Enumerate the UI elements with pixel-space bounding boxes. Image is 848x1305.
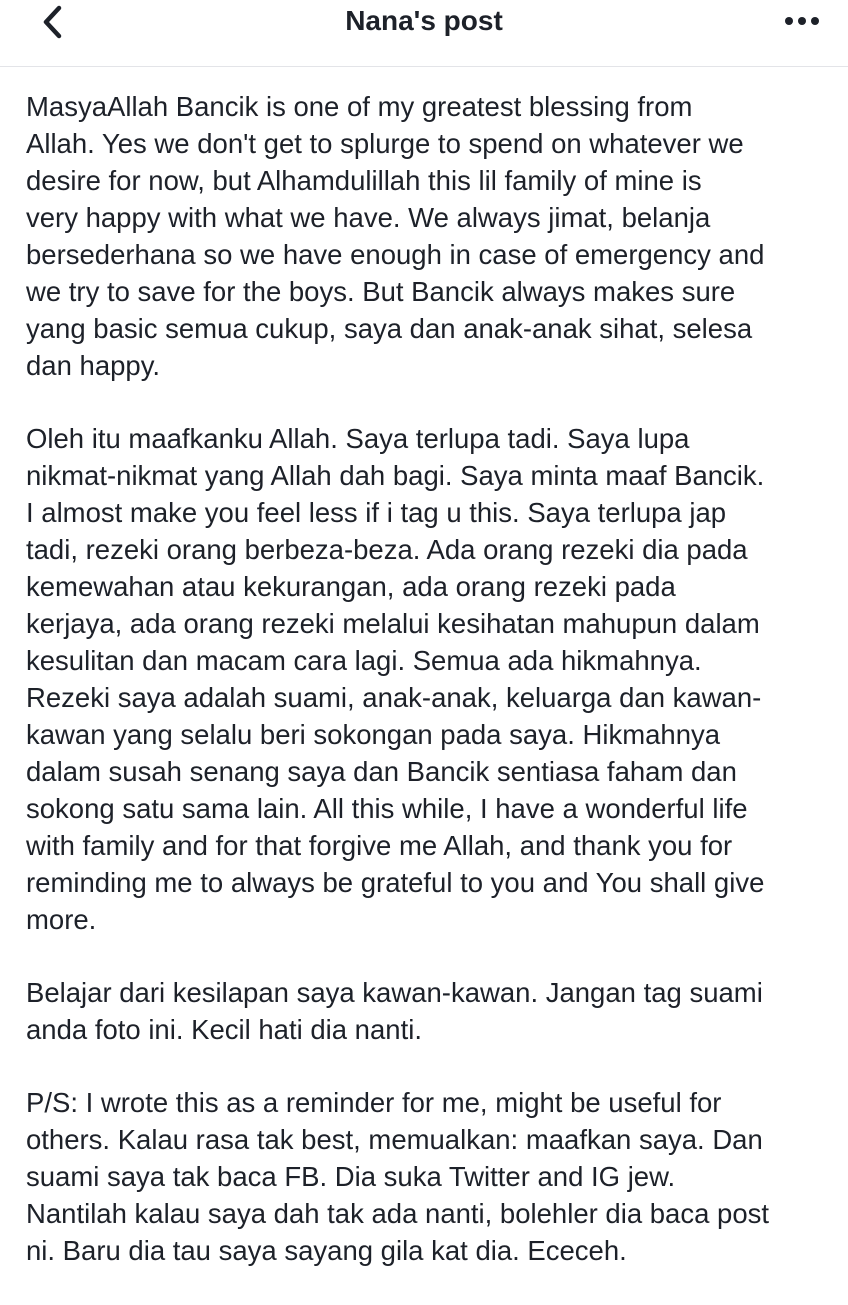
navigation-bar <box>0 0 848 67</box>
post-body <box>26 88 826 1305</box>
more-options-button[interactable] <box>778 4 826 38</box>
post-paragraph: Belajar dari kesilapan saya kawan-kawan. Jangan tag suami anda foto ini. Kecil hati dia nanti. <box>26 977 763 1045</box>
page-title: Nana's post <box>345 5 503 36</box>
more-dots-icon <box>784 16 820 26</box>
post-paragraph: Oleh itu maafkanku Allah. Saya terlupa tadi. Saya lupa nikmat-nikmat yang Allah dah bagi. Saya minta maaf Bancik. I almost make you feel less if i tag u this. Saya terlupa jap tadi, rezeki orang berbeza-beza. Ada orang rezeki dia pada kemewahan atau kekurangan, ada orang rezeki pada kerjaya, ada orang rezeki melalui kesihatan mahupun dalam kesulitan dan macam cara lagi. Semua ada hikmahnya. Rezeki saya adalah suami, anak-anak, keluarga dan kawan- kawan yang selalu beri sokongan pada saya. Hikmahnya dalam susah senang saya dan Bancik sentiasa faham dan sokong satu sama lain. All this while, I have a wonderful life with family and for that forgive me Allah, and thank you for reminding me to always be grateful to you and You shall give more. <box>26 423 765 935</box>
post-paragraph: MasyaAllah Bancik is one of my greatest blessing from Allah. Yes we don't get to splurge to spend on whatever we desire for now, but Alhamdulillah this lil family of mine is very happy with what we have. We always jimat, belanja bersederhana so we have enough in case of emergency and we try to save for the boys. But Bancik always makes sure yang basic semua cukup, saya dan anak-anak sihat, selesa dan happy. <box>26 91 765 381</box>
post-paragraph: P/S: I wrote this as a reminder for me, might be useful for others. Kalau rasa tak best, memualkan: maafkan saya. Dan suami saya tak baca FB. Dia suka Twitter and IG jew. Nantilah kalau saya dah tak ada nanti, bolehler dia baca post ni. Baru dia tau saya sayang gila kat dia. Ececeh. <box>26 1087 770 1266</box>
